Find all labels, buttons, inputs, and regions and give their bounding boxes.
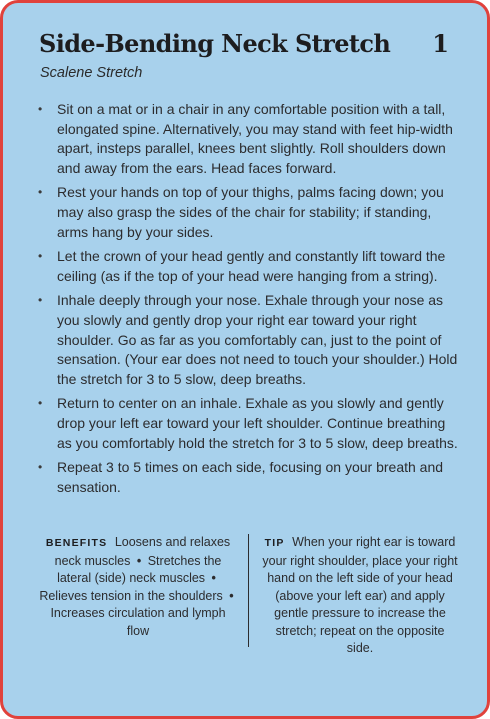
separator-dot: • [211, 571, 216, 585]
benefit-item: Loosens and relaxes neck muscles [54, 535, 231, 568]
notes-section [39, 534, 459, 655]
bullet-icon: • [38, 249, 43, 264]
card-subtitle: Scalene Stretch [40, 65, 143, 81]
benefits-label: BENEFITS [45, 537, 108, 549]
bullet-icon: • [38, 185, 43, 200]
instruction-text: Inhale deeply through your nose. Exhale through your nose as you slowly and gently drop your right ear toward your right shoulder. Go as far as you comfortably can, just to the point of sensation. (Your ear does not need to touch your shoulder.) Hold the stretch for 3 to 5 slow, deep breaths. [57, 292, 458, 387]
separator-dot: • [229, 588, 234, 603]
benefit-item: Increases circulation and lymph flow [50, 606, 226, 638]
instruction-text: Let the crown of your head gently and constantly lift toward the ceiling (as if the top of your head were hanging from a string). [57, 248, 446, 284]
column-divider [248, 534, 249, 647]
instruction-step [37, 291, 459, 389]
benefits-block [39, 534, 237, 640]
instruction-step [37, 458, 459, 497]
instruction-text: Repeat 3 to 5 times on each side, focusing on your breath and sensation. [57, 459, 444, 495]
bullet-icon: • [38, 396, 43, 411]
separator-dot: • [136, 553, 142, 568]
instruction-step [37, 100, 459, 178]
card-title: Side-Bending Neck Stretch [39, 29, 391, 58]
instruction-text: Rest your hands on top of your thighs, palms facing down; you may also grasp the sides of the chair for stability; if standing, arms hang by your sides. [57, 184, 444, 240]
tip-text: When your right ear is toward your right shoulder, place your right hand on the left side of your head (above your left ear) and apply gentle pressure to increase the stretch; repeat on the opposite side. [262, 535, 458, 655]
tip-block [261, 534, 459, 658]
benefit-item: Stretches the lateral (side) neck muscles [57, 553, 222, 585]
instruction-step [37, 183, 459, 242]
instruction-step [37, 247, 459, 286]
card-number: 1 [432, 29, 449, 58]
instruction-step [37, 394, 459, 453]
instruction-text: Return to center on an inhale. Exhale as you slowly and gently drop your left ear toward your left shoulder. Continue breathing as you comfortably hold the stretch for 3 to 5 slow, deep breaths. [57, 395, 458, 451]
bullet-icon: • [38, 293, 43, 308]
bullet-icon: • [38, 460, 43, 475]
benefit-item: Relieves tension in the shoulders [39, 588, 223, 603]
tip-label: TIP [264, 537, 285, 549]
instruction-text: Sit on a mat or in a chair in any comfortable position with a tall, elongated spine. Alternatively, you may stand with feet hip-width apart, insteps parallel, knees bent slightly. Roll shoulders down and away from the ears. Head faces forward. [57, 101, 453, 176]
bullet-icon: • [38, 102, 43, 116]
instruction-list [37, 100, 459, 502]
